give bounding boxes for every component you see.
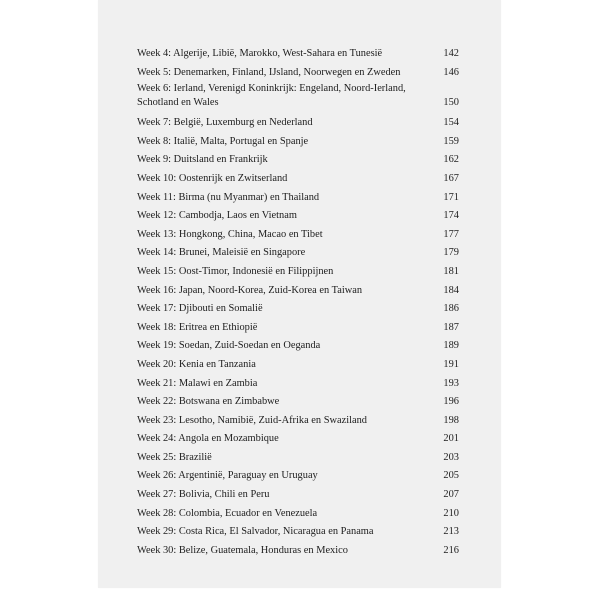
- toc-entry: [137, 282, 459, 301]
- toc-entry-title: Week 15: Oost-Timor, Indonesië en Filippijnen: [137, 265, 334, 277]
- toc-entry-title: Week 24: Angola en Mozambique: [137, 433, 279, 445]
- toc-entry-title: Week 20: Kenia en Tanzania: [137, 358, 256, 370]
- toc-entry: [137, 505, 459, 524]
- toc-entry: [137, 467, 459, 486]
- toc-entry-page: 181: [443, 265, 459, 277]
- toc-entry: [137, 319, 459, 338]
- toc-entry-page: 191: [443, 358, 459, 370]
- toc-entry-title: Week 16: Japan, Noord-Korea, Zuid-Korea en Taiwan: [137, 284, 363, 296]
- toc-entry-title: Week 29: Costa Rica, El Salvador, Nicaragua en Panama: [137, 526, 374, 538]
- toc-entry-page: 216: [443, 544, 459, 556]
- toc-entry-title: Week 13: Hongkong, China, Macao en Tibet: [137, 228, 323, 240]
- toc-entry-page: 184: [443, 284, 459, 296]
- toc-entry-title: Week 10: Oostenrijk en Zwitserland: [137, 172, 288, 184]
- toc-entry-title: Week 25: Brazilië: [137, 451, 212, 463]
- toc-entry-title: Week 12: Cambodja, Laos en Vietnam: [137, 210, 297, 222]
- toc-entry-page: 196: [443, 396, 459, 408]
- toc-entry-title: Week 17: Djibouti en Somalië: [137, 303, 263, 315]
- toc-entry-page: 203: [443, 451, 459, 463]
- toc-entry-page: 171: [443, 191, 459, 203]
- toc-entry-title: Week 14: Brunei, Maleisië en Singapore: [137, 247, 306, 259]
- toc-entry-title: Week 23: Lesotho, Namibië, Zuid-Afrika en Swaziland: [137, 414, 367, 426]
- toc-entry-page: 154: [443, 117, 459, 129]
- toc-entry: [137, 542, 459, 561]
- toc-entry-title: Week 5: Denemarken, Finland, IJsland, Noorwegen en Zweden: [137, 66, 401, 78]
- toc-entry-title: Week 21: Malawi en Zambia: [137, 377, 258, 389]
- toc-entry: [137, 82, 459, 110]
- toc-entry-page: 198: [443, 414, 459, 426]
- toc-entry-title: Week 7: België, Luxemburg en Nederland: [137, 117, 313, 129]
- toc-entry: [137, 114, 459, 133]
- toc-entry-page: 159: [443, 135, 459, 147]
- toc-entry-page: 177: [443, 228, 459, 240]
- toc-entry: [137, 64, 459, 83]
- toc-entry-title: Week 28: Colombia, Ecuador en Venezuela: [137, 507, 318, 519]
- toc-entry-page: 205: [443, 470, 459, 482]
- toc-entry-title: Week 30: Belize, Guatemala, Honduras en Mexico: [137, 544, 348, 556]
- toc-entry-page: 174: [443, 210, 459, 222]
- toc-entry: [137, 523, 459, 542]
- table-of-contents: [137, 45, 459, 560]
- toc-entry-page: 186: [443, 303, 459, 315]
- toc-entry: [137, 356, 459, 375]
- toc-entry-title: Week 26: Argentinië, Paraguay en Uruguay: [137, 470, 318, 482]
- toc-entry-page: 213: [443, 526, 459, 538]
- toc-entry: [137, 189, 459, 208]
- toc-entry: [137, 393, 459, 412]
- toc-entry-page: 162: [443, 154, 459, 166]
- toc-entry: [137, 337, 459, 356]
- toc-entry-title: Week 9: Duitsland en Frankrijk: [137, 154, 268, 166]
- toc-entry-title: Week 19: Soedan, Zuid-Soedan en Oeganda: [137, 340, 321, 352]
- toc-entry: [137, 486, 459, 505]
- toc-entry-title: Week 27: Bolivia, Chili en Peru: [137, 489, 270, 501]
- toc-entry-page: 179: [443, 247, 459, 259]
- toc-entry: [137, 207, 459, 226]
- toc-entry-page: 146: [443, 66, 459, 78]
- toc-entry-page: 193: [443, 377, 459, 389]
- toc-entry-title: Week 18: Eritrea en Ethiopië: [137, 321, 258, 333]
- toc-entry-page: 210: [443, 507, 459, 519]
- toc-entry: [137, 449, 459, 468]
- toc-entry-page: 167: [443, 172, 459, 184]
- toc-entry: [137, 263, 459, 282]
- toc-entry-page: 207: [443, 489, 459, 501]
- toc-entry: [137, 244, 459, 263]
- toc-entry: [137, 226, 459, 245]
- toc-entry-title: Week 6: Ierland, Verenigd Koninkrijk: Engeland, Noord-Ierland, Schotland en Wales: [137, 83, 406, 109]
- toc-entry-title: Week 22: Botswana en Zimbabwe: [137, 396, 280, 408]
- toc-entry: [137, 151, 459, 170]
- toc-entry: [137, 170, 459, 189]
- toc-entry-title: Week 8: Italië, Malta, Portugal en Spanje: [137, 135, 309, 147]
- toc-entry-page: 142: [443, 48, 459, 59]
- toc-entry: [137, 300, 459, 319]
- toc-entry: [137, 133, 459, 152]
- toc-entry-title: Week 4: Algerije, Libië, Marokko, West-Sahara en Tunesië: [137, 48, 383, 59]
- document-page: [98, 0, 501, 588]
- toc-entry: [137, 412, 459, 431]
- toc-entry: [137, 430, 459, 449]
- toc-entry-page: 201: [443, 433, 459, 445]
- toc-entry-page: 187: [443, 321, 459, 333]
- toc-entry-title: Week 11: Birma (nu Myanmar) en Thailand: [137, 191, 320, 203]
- toc-entry: [137, 375, 459, 394]
- toc-entry-page: 150: [443, 97, 459, 109]
- toc-entry-page: 189: [443, 340, 459, 352]
- toc-entry: [137, 45, 459, 64]
